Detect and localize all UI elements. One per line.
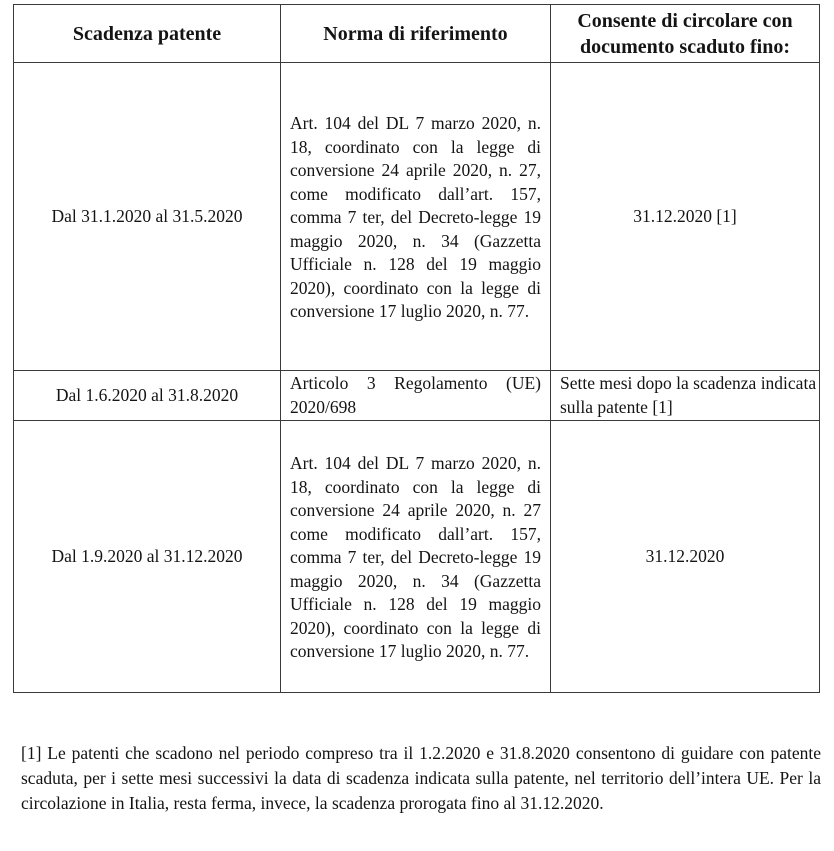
footnote-text: [1] Le patenti che scadono nel periodo compreso tra il 1.2.2020 e 31.8.2020 consentono di guidare con patente scaduta, per i sette mesi successivi la data di scadenza indicata sulla patente, nel territorio dell’intera UE. Per la circolazione in Italia, resta ferma, invece, la scadenza prorogata fino al 31.12.2020. — [21, 743, 821, 813]
expiry-period-cell: Dal 1.9.2020 al 31.12.2020 — [14, 421, 281, 693]
valid-until-cell: 31.12.2020 [1] — [551, 63, 820, 371]
table-row — [14, 421, 820, 693]
reference-norm-cell: Art. 104 del DL 7 marzo 2020, n. 18, coordinato con la legge di conversione 24 aprile 2020, n. 27 come modificato dall’art. 157, comma 7 ter, del Decreto-legge 19 maggio 2020, n. 34 (Gazzetta Ufficiale n. 128 del 19 maggio 2020), coordinato con la legge di conversione 17 luglio 2020, n. 77. — [281, 421, 551, 693]
table-header-row — [14, 5, 820, 63]
valid-until-cell: Sette mesi dopo la scadenza indicata sulla patente [1] — [551, 371, 820, 421]
table-row — [14, 63, 820, 371]
header-reference-norm: Norma di riferimento — [281, 5, 551, 63]
header-license-expiry: Scadenza patente — [14, 5, 281, 63]
reference-norm-cell: Art. 104 del DL 7 marzo 2020, n. 18, coordinato con la legge di conversione 24 aprile 2020, n. 27, come modificato dall’art. 157, comma 7 ter, del Decreto-legge 19 maggio 2020, n. 34 (Gazzetta Ufficiale n. 128 del 19 maggio 2020), coordinato con la legge di conversione 17 luglio 2020, n. 77. — [281, 63, 551, 371]
expiry-period-cell: Dal 31.1.2020 al 31.5.2020 — [14, 63, 281, 371]
table-row — [14, 371, 820, 421]
valid-until-cell: 31.12.2020 — [551, 421, 820, 693]
header-valid-until: Consente di circolare con documento scaduto fino: — [551, 5, 820, 63]
expiry-period-cell: Dal 1.6.2020 al 31.8.2020 — [14, 371, 281, 421]
license-expiry-table — [13, 4, 820, 693]
reference-norm-cell: Articolo 3 Regolamento (UE) 2020/698 — [281, 371, 551, 421]
